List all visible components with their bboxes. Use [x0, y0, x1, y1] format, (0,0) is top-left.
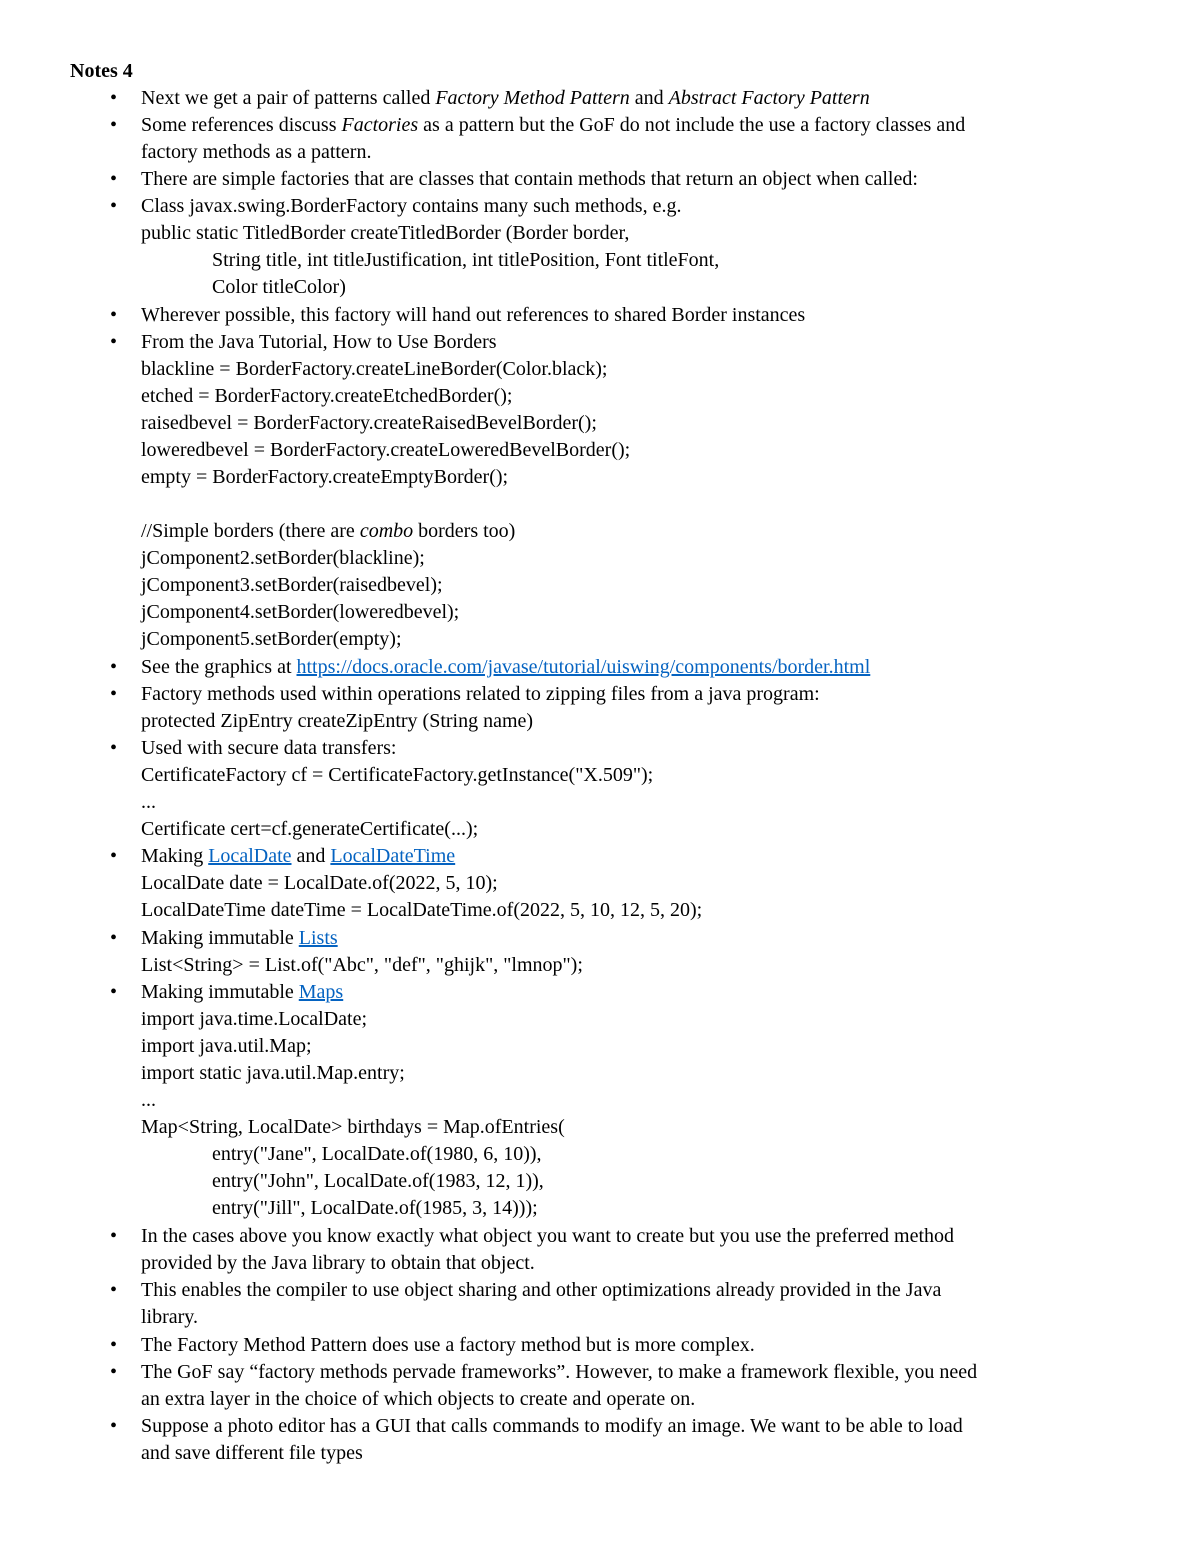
- text-line: import java.time.LocalDate;: [141, 1008, 368, 1030]
- text-line: provided by the Java library to obtain that object.: [141, 1252, 535, 1274]
- bullet-marker: •: [110, 195, 118, 217]
- text-span: Making immutable: [141, 981, 299, 1003]
- bullet-marker: •: [110, 114, 118, 136]
- text-line: ...: [141, 1089, 156, 1111]
- bullet-marker: •: [110, 331, 118, 353]
- bullet-marker: •: [110, 1279, 118, 1301]
- hyperlink[interactable]: https://docs.oracle.com/javase/tutorial/uiswing/components/border.html: [296, 656, 871, 678]
- bullet-text-line: In the cases above you know exactly what object you want to create but you use the preferred method: [141, 1225, 955, 1247]
- text-line: loweredbevel = BorderFactory.createLoweredBevelBorder();: [141, 439, 631, 461]
- italic-text: Factory Method Pattern: [435, 87, 630, 109]
- bullet-text-line: Used with secure data transfers:: [141, 737, 397, 759]
- bullet-marker: •: [110, 304, 118, 326]
- text-span: and: [629, 87, 669, 109]
- text-line: jComponent5.setBorder(empty);: [141, 628, 402, 650]
- bullet-text-line: Suppose a photo editor has a GUI that calls commands to modify an image. We want to be able to load: [141, 1415, 963, 1437]
- text-line: blackline = BorderFactory.createLineBorder(Color.black);: [141, 358, 608, 380]
- text-line: and save different file types: [141, 1442, 363, 1464]
- text-line: protected ZipEntry createZipEntry (String name): [141, 710, 534, 732]
- italic-text: Abstract Factory Pattern: [668, 87, 870, 109]
- text-line: entry("John", LocalDate.of(1983, 12, 1)),: [212, 1170, 544, 1192]
- text-line: Map<String, LocalDate> birthdays = Map.ofEntries(: [141, 1116, 565, 1138]
- bullet-text-line: The GoF say “factory methods pervade frameworks”. However, to make a framework flexible, you need: [141, 1361, 978, 1383]
- bullet-text-line: [141, 979, 343, 1006]
- hyperlink[interactable]: Maps: [298, 981, 344, 1003]
- text-line: LocalDateTime dateTime = LocalDateTime.of(2022, 5, 10, 12, 5, 20);: [141, 899, 703, 921]
- bullet-text-line: From the Java Tutorial, How to Use Borders: [141, 331, 497, 353]
- bullet-text-line: This enables the compiler to use object sharing and other optimizations already provided in the Java: [141, 1279, 942, 1301]
- bullet-text-line: [141, 112, 965, 139]
- bullet-text-line: [141, 925, 338, 952]
- text-line: public static TitledBorder createTitledBorder (Border border,: [141, 222, 630, 244]
- text-line: ...: [141, 791, 156, 813]
- bullet-text-line: The Factory Method Pattern does use a factory method but is more complex.: [141, 1334, 755, 1356]
- text-span: Making immutable: [141, 927, 299, 949]
- text-span: as a pattern but the GoF do not include the use a factory classes and: [418, 114, 966, 136]
- bullet-text-line: Wherever possible, this factory will hand out references to shared Border instances: [141, 304, 806, 326]
- bullet-text-line: Factory methods used within operations related to zipping files from a java program:: [141, 683, 820, 705]
- text-line: an extra layer in the choice of which objects to create and operate on.: [141, 1388, 696, 1410]
- bullet-marker: •: [110, 1334, 118, 1356]
- bullet-text-line: [141, 654, 870, 681]
- italic-text: Factories: [341, 114, 419, 136]
- bullet-marker: •: [110, 168, 118, 190]
- text-line: raisedbevel = BorderFactory.createRaisedBevelBorder();: [141, 412, 597, 434]
- bullet-marker: •: [110, 1225, 118, 1247]
- text-span: Next we get a pair of patterns called: [141, 87, 436, 109]
- text-line: import static java.util.Map.entry;: [141, 1062, 405, 1084]
- page-title: Notes 4: [70, 60, 133, 82]
- text-line: library.: [141, 1306, 199, 1328]
- bullet-marker: •: [110, 683, 118, 705]
- text-line: CertificateFactory cf = CertificateFactory.getInstance("X.509");: [141, 764, 654, 786]
- text-span: borders too): [413, 520, 516, 542]
- text-line: LocalDate date = LocalDate.of(2022, 5, 10);: [141, 872, 498, 894]
- hyperlink[interactable]: LocalDate: [208, 845, 292, 867]
- hyperlink[interactable]: Lists: [298, 927, 338, 949]
- text-line: entry("Jill", LocalDate.of(1985, 3, 14)));: [212, 1197, 538, 1219]
- text-span: and: [291, 845, 331, 867]
- text-line: Color titleColor): [212, 276, 346, 298]
- bullet-text-line: There are simple factories that are classes that contain methods that return an object when called:: [141, 168, 918, 190]
- text-line: entry("Jane", LocalDate.of(1980, 6, 10)),: [212, 1143, 542, 1165]
- bullet-marker: •: [110, 927, 118, 949]
- text-span: Making: [141, 845, 209, 867]
- text-line: Certificate cert=cf.generateCertificate(...);: [141, 818, 479, 840]
- text-line: jComponent4.setBorder(loweredbevel);: [141, 601, 460, 623]
- italic-text: combo: [359, 520, 414, 542]
- bullet-marker: •: [110, 656, 118, 678]
- bullet-text-line: [141, 843, 455, 870]
- bullet-marker: •: [110, 1361, 118, 1383]
- text-span: See the graphics at: [141, 656, 297, 678]
- text-line: empty = BorderFactory.createEmptyBorder();: [141, 466, 509, 488]
- bullet-marker: •: [110, 87, 118, 109]
- text-line: jComponent2.setBorder(blackline);: [141, 547, 425, 569]
- text-line: import java.util.Map;: [141, 1035, 312, 1057]
- bullet-text-line: [141, 85, 870, 112]
- bullet-marker: •: [110, 737, 118, 759]
- text-line: factory methods as a pattern.: [141, 141, 372, 163]
- bullet-marker: •: [110, 1415, 118, 1437]
- text-line: List<String> = List.of("Abc", "def", "ghijk", "lmnop");: [141, 954, 583, 976]
- hyperlink[interactable]: LocalDateTime: [330, 845, 456, 867]
- text-line: String title, int titleJustification, int titlePosition, Font titleFont,: [212, 249, 720, 271]
- bullet-marker: •: [110, 845, 118, 867]
- bullet-marker: •: [110, 981, 118, 1003]
- text-span: Some references discuss: [141, 114, 342, 136]
- bullet-text-line: Class javax.swing.BorderFactory contains many such methods, e.g.: [141, 195, 682, 217]
- text-line: etched = BorderFactory.createEtchedBorder();: [141, 385, 513, 407]
- text-line: [141, 518, 515, 545]
- text-line: jComponent3.setBorder(raisedbevel);: [141, 574, 443, 596]
- text-span: //Simple borders (there are: [141, 520, 360, 542]
